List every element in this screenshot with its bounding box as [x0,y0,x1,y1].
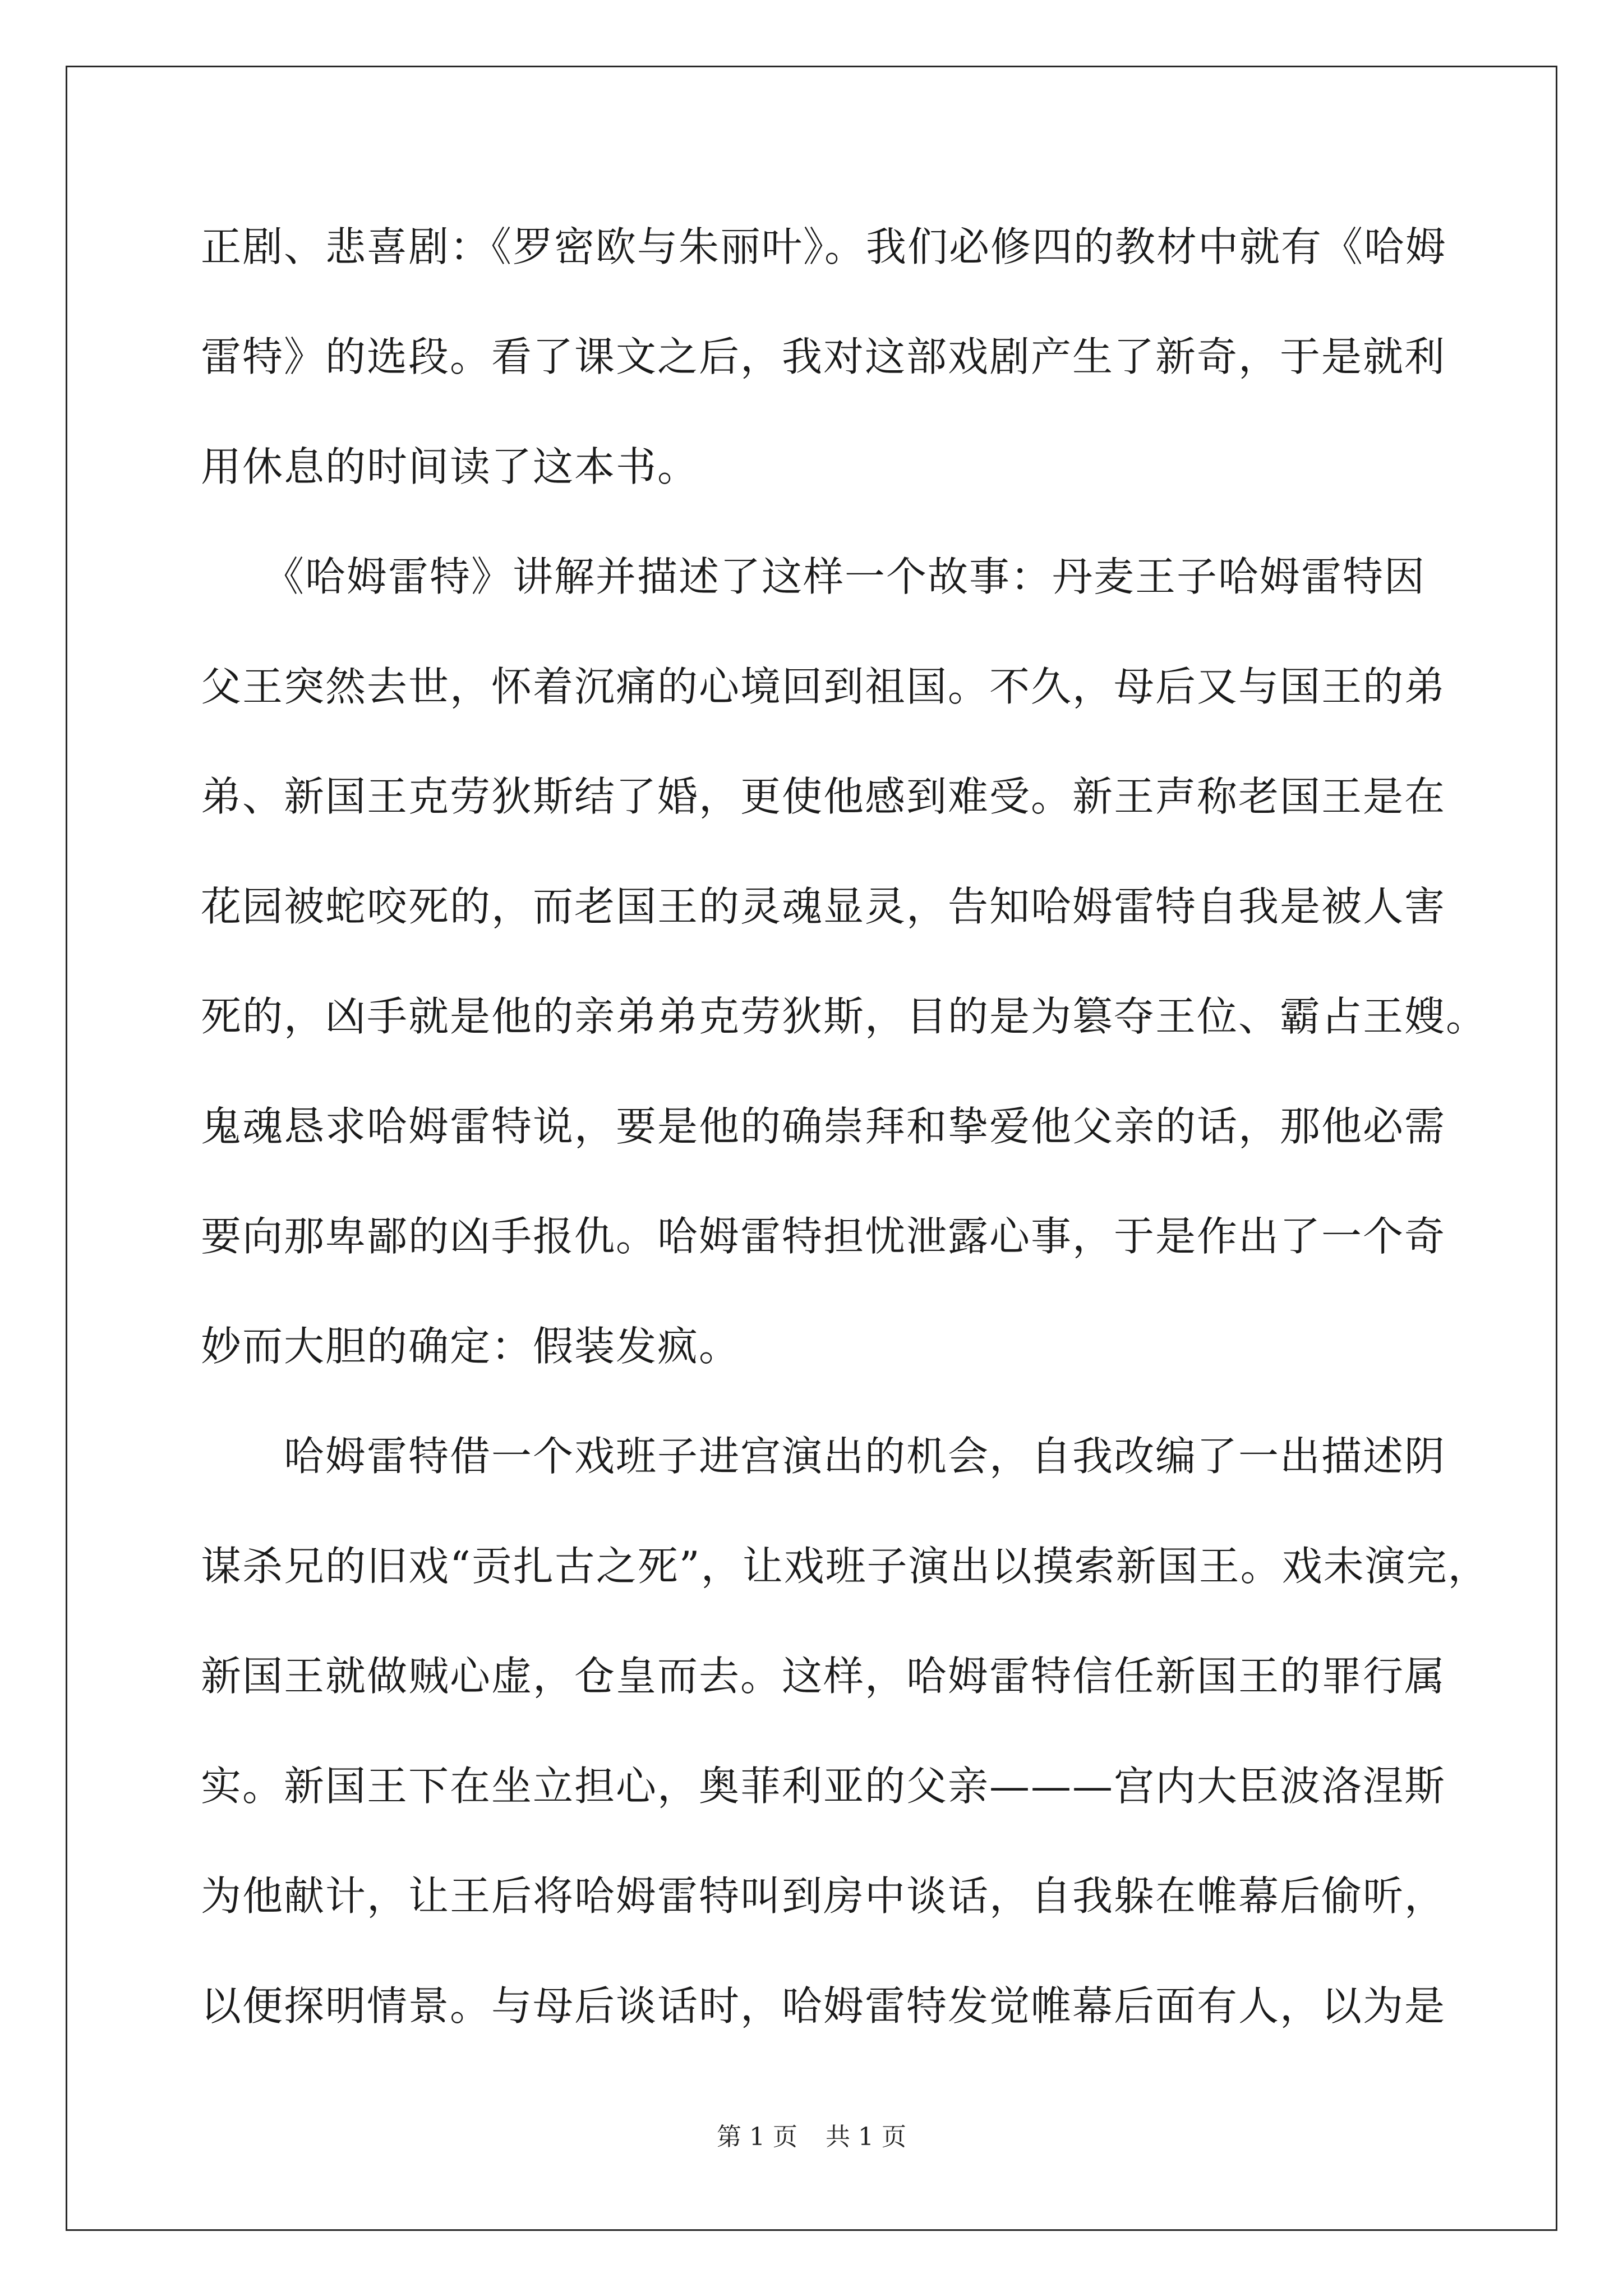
page-footer [0,2120,1623,2154]
text-line: 用休息的时间读了这本书。 [201,443,699,490]
text-line: 为他献计，让王后将哈姆雷特叫到房中谈话，自我躲在帷幕后偷听， [201,1872,1446,1920]
document-body [201,213,1490,2082]
text-line: 花园被蛇咬死的，而老国王的灵魂显灵，告知哈姆雷特自我是被人害 [201,883,1446,930]
text-line: 《哈姆雷特》讲解并描述了这样一个故事：丹麦王子哈姆雷特因 [201,553,1426,600]
total-pages: 共 1 页 [826,2123,906,2151]
text-line: 弟、新国王克劳狄斯结了婚，更使他感到难受。新王声称老国王是在 [201,773,1446,820]
text-line: 实。新国王下在坐立担心，奥菲利亚的父亲———宫内大臣波洛涅斯 [201,1763,1446,1810]
text-line: 正剧、悲喜剧：《罗密欧与朱丽叶》。我们必修四的教材中就有《哈姆 [201,223,1447,270]
page-number: 第 1 页 [717,2123,797,2151]
text-line: 以便探明情景。与母后谈话时，哈姆雷特发觉帷幕后面有人，以为是 [201,1982,1446,2030]
text-line: 新国王就做贼心虚，仓皇而去。这样，哈姆雷特信任新国王的罪行属 [201,1653,1446,1700]
text-line: 哈姆雷特借一个戏班子进宫演出的机会，自我改编了一出描述阴 [201,1433,1446,1480]
text-line: 谋杀兄的旧戏“贡扎古之死”，让戏班子演出以摸索新国王。戏未演完， [201,1543,1490,1590]
text-line: 鬼魂恳求哈姆雷特说，要是他的确崇拜和挚爱他父亲的话，那他必需 [201,1103,1446,1150]
text-line: 妙而大胆的确定：假装发疯。 [201,1323,741,1370]
text-line: 父王突然去世，怀着沉痛的心境回到祖国。不久，母后又与国王的弟 [201,663,1446,710]
text-line: 要向那卑鄙的凶手报仇。哈姆雷特担忧泄露心事，于是作出了一个奇 [201,1213,1446,1260]
text-line: 雷特》的选段。看了课文之后，我对这部戏剧产生了新奇，于是就利 [201,333,1446,380]
text-line: 死的，凶手就是他的亲弟弟克劳狄斯，目的是为篡夺王位、霸占王嫂。 [201,993,1488,1040]
